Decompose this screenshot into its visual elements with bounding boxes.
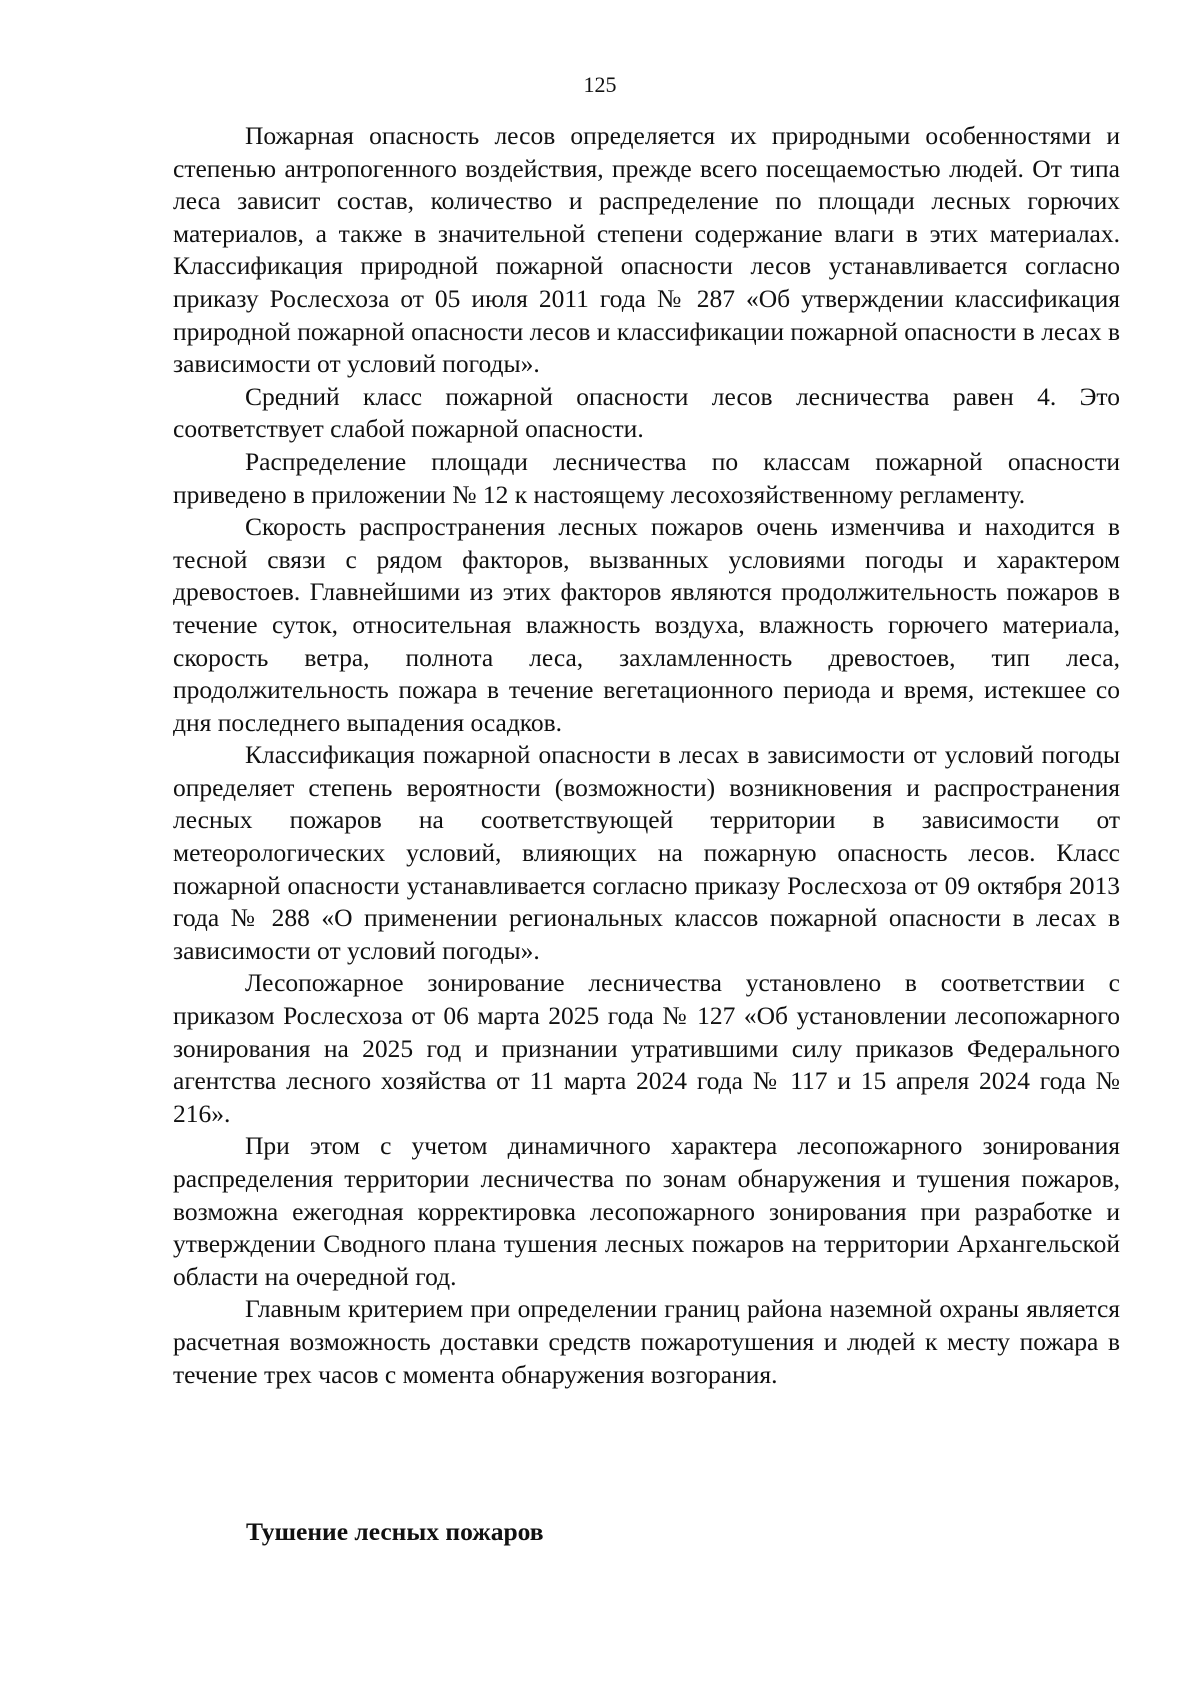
paragraph-fire-spread-speed: Скорость распространения лесных пожаров очень изменчива и находится в тесной связи с рядом факторов, вызванных условиями погоды и характером древостоев. Главнейшими из этих факторов являются продолжительность пожаров в течение суток, относительная влажность воздуха, влажность горючего материала, скорость ветра, полнота леса, захламленность древостоев, тип леса, продолжительность пожара в течение вегетационного периода и время, истекшее со дня последнего выпадения осадков.	[173, 512, 1120, 737]
paragraph-average-class: Средний класс пожарной опасности лесов лесничества равен 4. Это соответствует слабой пожарной опасности.	[173, 381, 1120, 444]
paragraph-fire-zoning: Лесопожарное зонирование лесничества установлено в соответствии с приказом Рослесхоза от 06 марта 2025 года № 127 «Об установлении лесопожарного зонирования на 2025 год и признании утратившими силу приказов Федерального агентства лесного хозяйства от 11 марта 2024 года № 117 и 15 апреля 2024 года № 216».	[173, 968, 1120, 1128]
paragraph-ground-protection-criterion: Главным критерием при определении границ района наземной охраны является расчетная возможность доставки средств пожаротушения и людей к месту пожара в течение трех часов с момента обнаружения возгорания.	[173, 1294, 1120, 1389]
paragraph-zoning-correction: При этом с учетом динамичного характера лесопожарного зонирования распределения территории лесничества по зонам обнаружения и тушения пожаров, возможна ежегодная корректировка лесопожарного зонирования при разработке и утверждении Сводного плана тушения лесных пожаров на территории Архангельской области на очередной год.	[173, 1131, 1120, 1291]
body-text	[173, 120, 1120, 1391]
paragraph-fire-danger-classification: Пожарная опасность лесов определяется их природными особенностями и степенью антропогенного воздействия, прежде всего посещаемостью людей. От типа леса зависит состав, количество и распределение по площади лесных горючих материалов, а также в значительной степени содержание влаги в этих материалах. Классификация природной пожарной опасности лесов устанавливается согласно приказу Рослесхоза от 05 июля 2011 года № 287 «Об утверждении классификация природной пожарной опасности лесов и классификации пожарной опасности в лесах в зависимости от условий погоды».	[173, 121, 1120, 379]
paragraph-weather-classification: Классификация пожарной опасности в лесах в зависимости от условий погоды определяет степень вероятности (возможности) возникновения и распространения лесных пожаров на соответствующей территории в зависимости от метеорологических условий, влияющих на пожарную опасность лесов. Класс пожарной опасности устанавливается согласно приказу Рослесхоза от 09 октября 2013 года № 288 «О применении региональных классов пожарной опасности в лесах в зависимости от условий погоды».	[173, 740, 1120, 965]
section-heading: Тушение лесных пожаров	[246, 1517, 544, 1546]
page-number: 125	[583, 72, 617, 97]
paragraph-area-distribution: Распределение площади лесничества по классам пожарной опасности приведено в приложении № 12 к настоящему лесохозяйственному регламенту.	[173, 446, 1120, 509]
